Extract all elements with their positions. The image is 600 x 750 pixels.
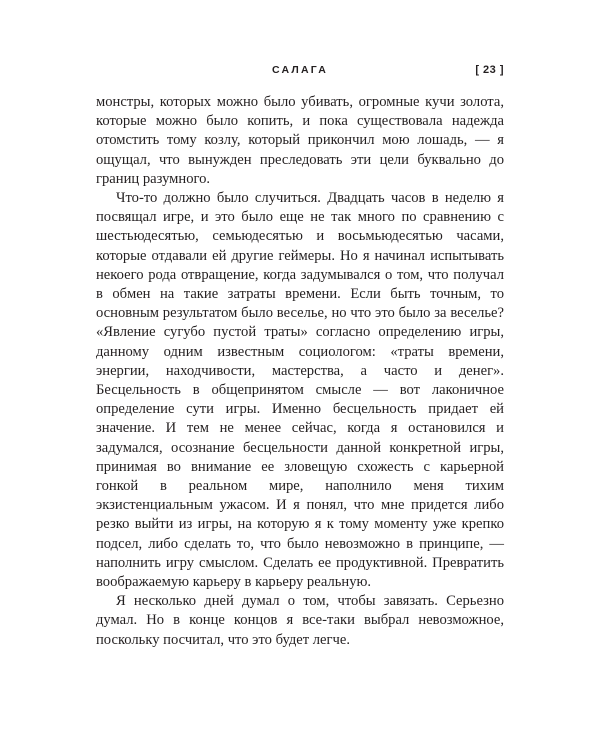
paragraph: Я несколько дней думал о том, чтобы завязать. Серьезно думал. Но в конце концов я все-таки выбрал невозможное, поскольку посчитал, что это будет легче.: [96, 593, 504, 648]
running-head: [96, 64, 504, 80]
paragraph: Что-то должно было случиться. Двадцать часов в неделю я посвящал игре, и это было еще не так много по сравнению с шестьюдесятью, семьюдесятью и восьмьюдесятью часами, которые отдавали ей другие геймеры. Но я начинал испытывать некоего рода отвращение, когда задумывался о том, что получал в обмен на такие затраты времени. Если быть точным, то основным результатом было веселье, но что это было за веселье? «Явление сугубо пустой траты» согласно определению игры, данному одним известным социологом: «траты времени, энергии, находчивости, мастерства, а часто и денег». Бесцельность в общепринятом смысле — вот лаконичное определение сути игры. Именно бесцельность придает ей значение. И тем не менее сейчас, когда я остановился и задумался, осознание бесцельности данной конкретной игры, принимая во внимание ее зловещую схожесть с карьерной гонкой в реальном мире, наполнило меня тихим экзистенциальным ужасом. И я понял, что мне придется либо резко выйти из игры, на которую я к тому моменту уже крепко подсел, либо сделать то, что было невозможно в принципе, — наполнить игру смыслом. Сделать ее продуктивной. Превратить воображаемую карьеру в карьеру реальную.: [96, 190, 504, 591]
running-title: САЛАГА: [271, 64, 329, 76]
paragraph-continuation: монстры, которых можно было убивать, огромные кучи золота, которые можно было копить, и пока существовала надежда отомстить тому козлу, который прикончил мою лошадь, — я ощущал, что вынужден преследовать эти цели буквально до границ разумного.: [96, 94, 504, 187]
page-number: [ 23 ]: [475, 64, 504, 76]
body-text: [96, 93, 504, 650]
